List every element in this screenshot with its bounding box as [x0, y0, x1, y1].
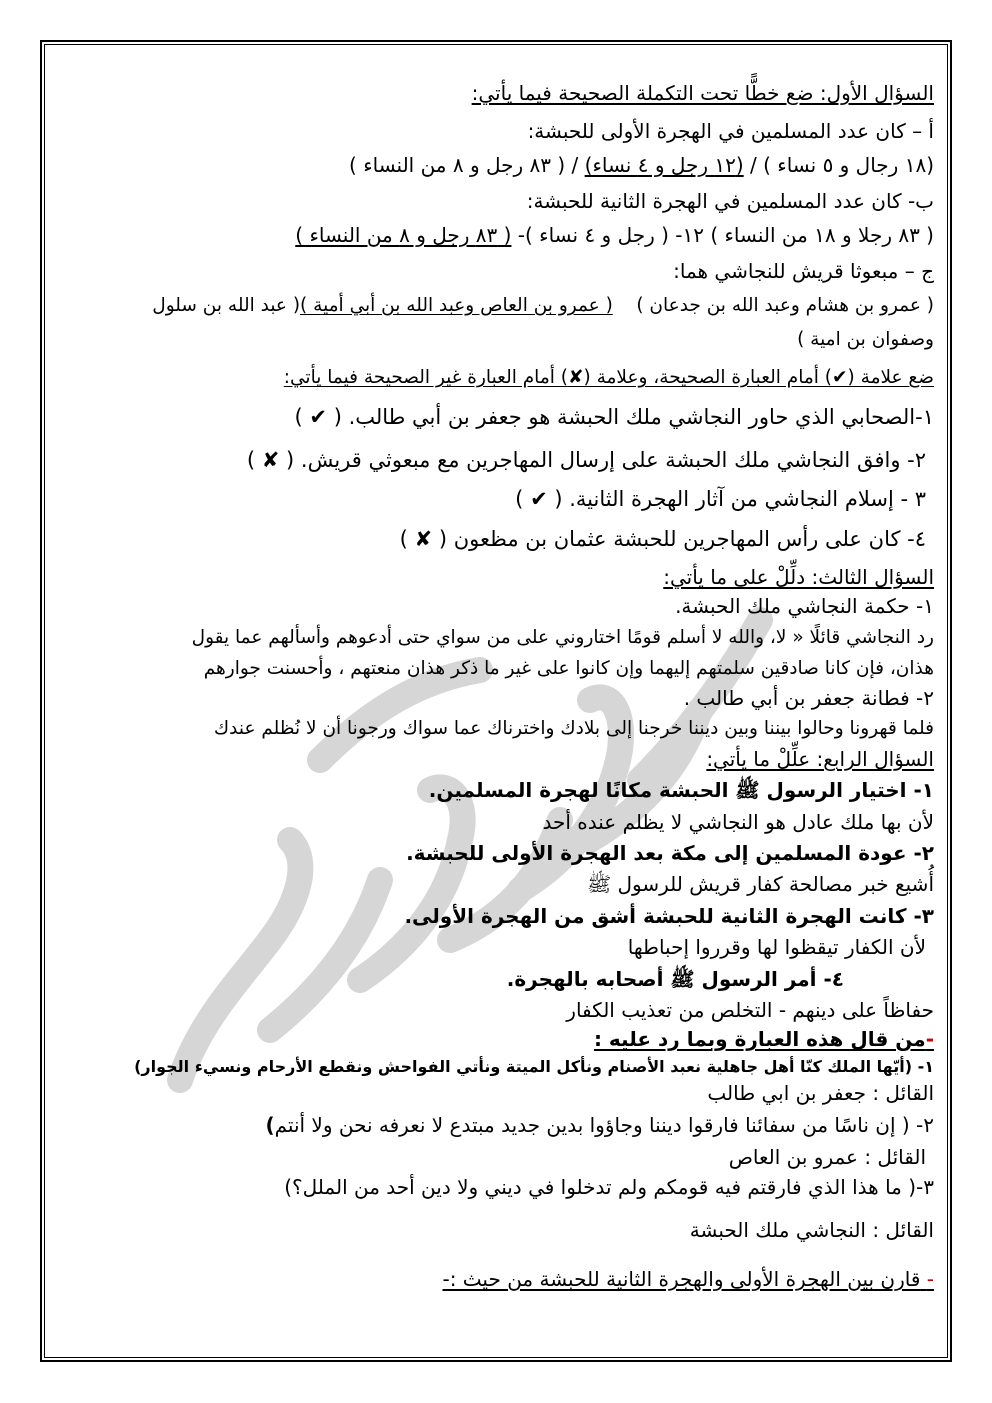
- q4-item-2: ٢- عودة المسلمين إلى مكة بعد الهجرة الأولى للحبشة.: [406, 841, 934, 865]
- q4-item-4: ٤- أمر الرسول ﷺ أصحابه بالهجرة.: [506, 967, 844, 991]
- q2-item-2-text: ٢- وافق النجاشي ملك الحبشة على إرسال المهاجرين مع مبعوثي قريش. (: [286, 448, 926, 472]
- q2-title-mid: ) أمام العبارة الصحيحة، وعلامة (: [583, 367, 833, 388]
- cross-mark-icon[interactable]: ✘: [414, 527, 433, 551]
- check-mark-icon[interactable]: ✔: [309, 405, 328, 429]
- q3-item-2-answer: فلما قهرونا وحالوا بيننا وبين ديننا خرجنا إلى بلادك واخترناك عما سواك ورجونا أن لا نُظلم عندك: [213, 718, 934, 739]
- q3-title: السؤال الثالث: دلِّلْ على ما يأتي:: [663, 565, 934, 589]
- q1-b-opt1[interactable]: ( ٨٣ رجلا و ١٨ من النساء ): [710, 223, 934, 247]
- q1-c-opt2-correct[interactable]: ( عمرو بن العاص وعبد الله بن أبي أمية ): [300, 295, 613, 316]
- q2-item-3-text: ٣ - إسلام النجاشي من آثار الهجرة الثانية. (: [554, 487, 926, 511]
- q4-item-3-answer: لأن الكفار تيقظوا لها وقرروا إحباطها: [627, 935, 926, 959]
- q5-item-2-text: ٢- ( إن ناسًا من سفائنا فارقوا ديننا وجاؤوا بدين جديد مبتدع لا نعرفه نحن ولا أنتم: [274, 1113, 934, 1137]
- q5-item-2-answer: القائل : عمرو بن العاص: [728, 1145, 926, 1169]
- q6-dash: -: [926, 1267, 934, 1291]
- q1-b-opt2[interactable]: ( رجل و ٤ نساء ): [525, 223, 669, 247]
- q5-title-text: من قال هذه العبارة وبما رد عليه :: [593, 1027, 926, 1051]
- q4-item-1-answer: لأن بها ملك عادل هو النجاشي لا يظلم عنده أحد: [542, 810, 934, 834]
- q2-item-2: [247, 445, 926, 475]
- q5-item-2: [265, 1110, 934, 1140]
- worksheet-page: [60, 78, 934, 1338]
- q1-a-opt2-correct[interactable]: (١٢ رجل و ٤ نساء): [584, 153, 744, 177]
- q1-b-sep2: -: [511, 223, 526, 247]
- q1-a-sep2: /: [565, 153, 585, 177]
- q1-a-sep1: /: [743, 153, 764, 177]
- q3-item-2: ٢- فطانة جعفر بن أبي طالب .: [683, 686, 934, 710]
- q1-title: السؤال الأول: ضع خطًّا تحت التكملة الصحيحة فيما يأتي:: [471, 81, 934, 105]
- q1-c-options: [152, 291, 934, 321]
- check-mark-icon[interactable]: ✔: [530, 487, 548, 511]
- q2-title: [284, 363, 934, 393]
- q1-c-opt1[interactable]: ( عمرو بن هشام وعبد الله بن جدعان ): [636, 295, 934, 316]
- q2-item-1: [295, 402, 934, 432]
- q6-text: قارن بين الهجرة الأولى والهجرة الثانية للحبشة من حيث :-: [442, 1267, 921, 1291]
- q4-item-2-answer: أُشيع خبر مصالحة كفار قريش للرسول ﷺ: [586, 872, 934, 896]
- check-mark-icon: ✔: [832, 367, 848, 388]
- q1-c-opt3[interactable]: ( عبد الله بن سلول: [152, 295, 301, 316]
- q2-item-3-close: ): [515, 487, 524, 511]
- q4-title: السؤال الرابع: علِّلْ ما يأتي:: [706, 747, 934, 771]
- q5-item-3: ٣-( ما هذا الذي فارقتم فيه قومكم ولم تدخلوا في ديني ولا دين أحد من الملل؟): [284, 1175, 934, 1199]
- q1-b-opt3-correct[interactable]: ( ٨٣ رجل و ٨ من النساء ): [295, 223, 512, 247]
- q1-a-opt3[interactable]: ( ٨٣ رجل و ٨ من النساء ): [349, 153, 566, 177]
- q2-title-post: ) أمام العبارة غير الصحيحة فيما يأتي:: [283, 367, 568, 388]
- q4-item-3: ٣- كانت الهجرة الثانية للحبشة أشق من الهجرة الأولى.: [404, 904, 934, 928]
- q4-item-1: ١- اختيار الرسول ﷺ الحبشة مكانًا لهجرة المسلمين.: [428, 778, 934, 802]
- q2-item-1-text: ١-الصحابي الذي حاور النجاشي ملك الحبشة هو جعفر بن أبي طالب. (: [333, 405, 934, 429]
- q5-item-1-answer: القائل : جعفر بن ابي طالب: [707, 1081, 934, 1105]
- cross-mark-icon: ✘: [567, 367, 584, 388]
- q2-item-1-close: ): [294, 405, 303, 429]
- q2-item-4: [400, 524, 926, 554]
- q2-item-4-text: ٤- كان على رأس المهاجرين للحبشة عثمان بن مظعون (: [438, 527, 926, 551]
- q1-b-stem: ب- كان عدد المسلمين في الهجرة الثانية للحبشة:: [526, 189, 934, 213]
- q1-c-stem: ج – مبعوثا قريش للنجاشي هما:: [673, 259, 934, 283]
- q1-a-stem: أ – كان عدد المسلمين في الهجرة الأولى للحبشة:: [527, 119, 934, 143]
- q5-title: [594, 1024, 934, 1054]
- q2-title-pre: ضع علامة (: [847, 367, 934, 388]
- q1-b-sep1: ١٢-: [668, 223, 711, 247]
- q5-item-2-close: ): [265, 1113, 275, 1137]
- q2-item-4-close: ): [399, 527, 408, 551]
- q5-dash: -: [925, 1027, 934, 1051]
- q3-item-1: ١- حكمة النجاشي ملك الحبشة.: [675, 594, 934, 618]
- q1-c-opt3-cont: وصفوان بن امية ): [797, 329, 934, 350]
- q4-item-4-answer: حفاظاً على دينهم - التخلص من تعذيب الكفار: [566, 998, 934, 1022]
- q1-b-options: [295, 220, 934, 250]
- q2-item-2-close: ): [246, 448, 256, 472]
- q5-item-3-answer: القائل : النجاشي ملك الحبشة: [689, 1218, 934, 1242]
- q2-item-3: [515, 484, 926, 514]
- q1-a-options: [349, 150, 934, 180]
- cross-mark-icon[interactable]: ✘: [261, 448, 280, 472]
- q1-a-opt1[interactable]: (١٨ رجال و ٥ نساء ): [763, 153, 934, 177]
- q6-compare: [442, 1264, 934, 1294]
- q3-item-1-answer-line1: رد النجاشي قائلًا « لا، والله لا أسلم قومًا اختاروني على من سواي حتى أدعوهم وأسألهم عما يقول: [191, 627, 934, 648]
- q3-item-1-answer-line2: هذان، فإن كانا صادقين سلمتهم إليهما وإن كانوا على غير ما ذكر هذان منعتهم ، وأحسنت جوارهم: [203, 658, 934, 679]
- q5-item-1: ١- (أيّها الملك كنّا أهل جاهلية نعبد الأصنام ونأكل الميتة ونأتي الفواحش ونقطع الأرحام ونسيء الجوار): [134, 1057, 934, 1076]
